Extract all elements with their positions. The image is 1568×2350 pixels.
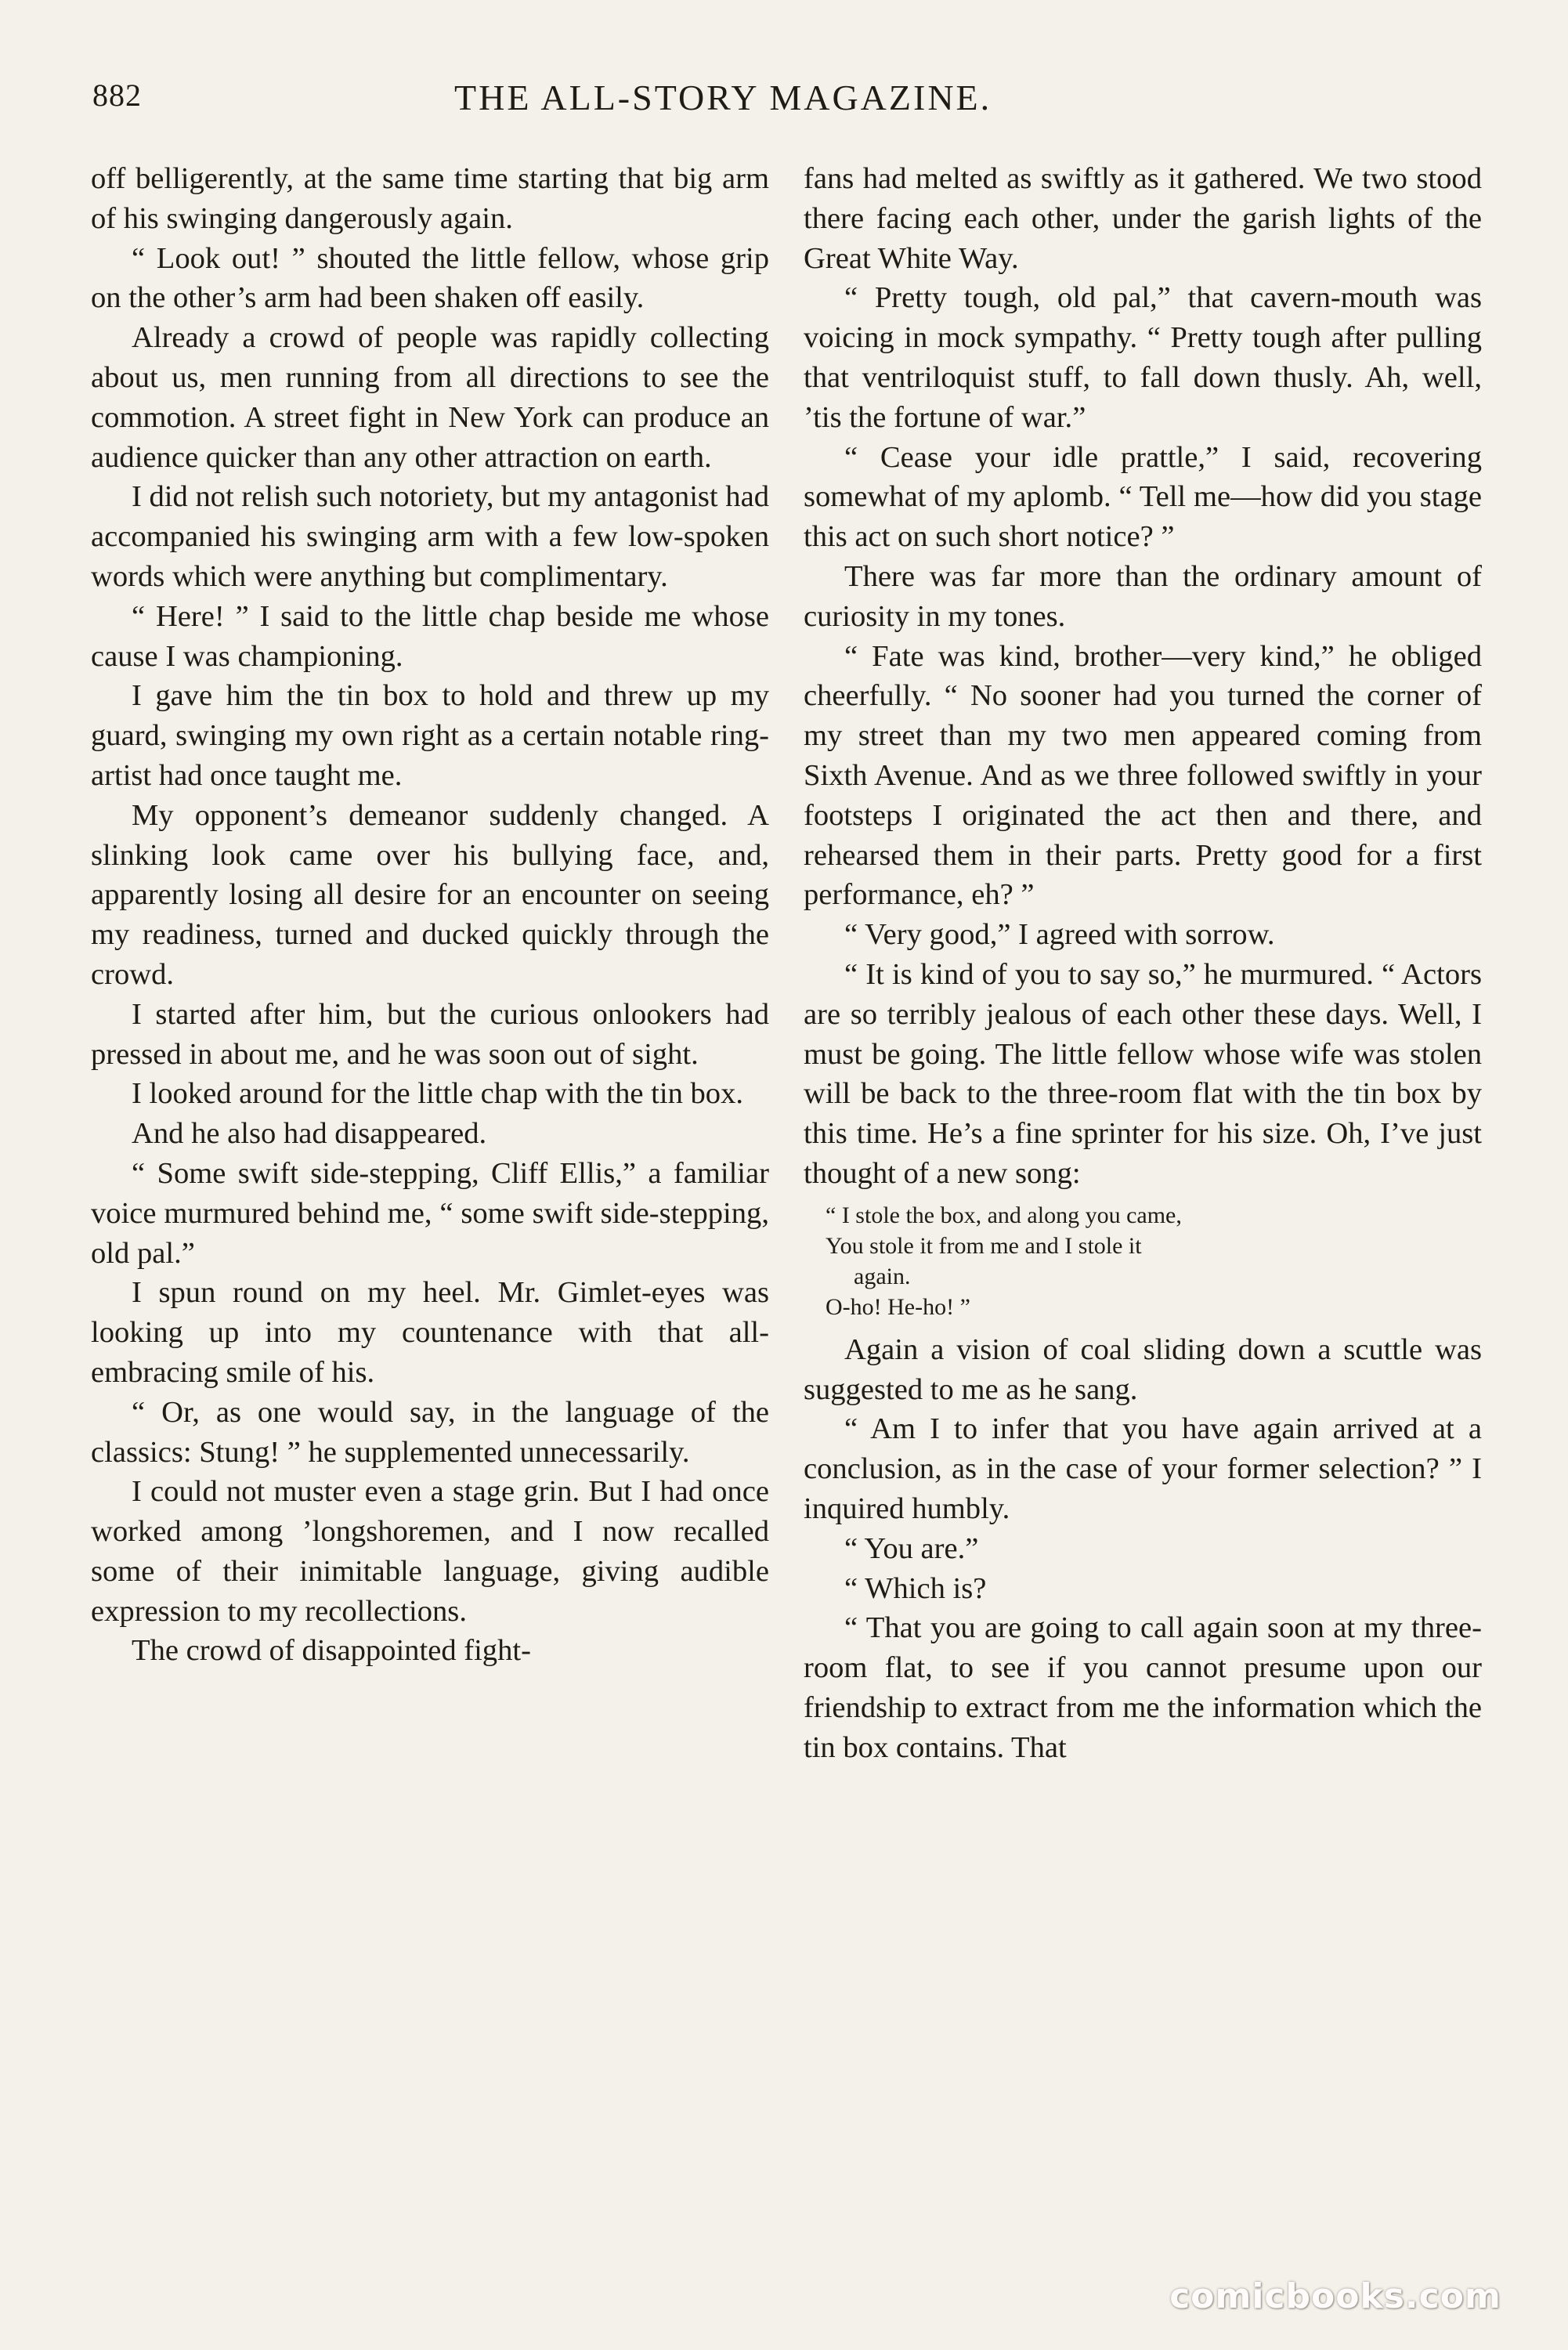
verse-line: O-ho! He-ho! ” [826, 1293, 970, 1320]
left-column [91, 159, 769, 1671]
paragraph: fans had melted as swiftly as it gathered. We two stood there facing each other, under the garish lights of the Great White Way. [804, 162, 1482, 275]
paragraph: My opponent’s demeanor suddenly changed. A slinking look came over his bullying face, and, apparently losing all desire for an encounter on seeing my readiness, turned and ducked quickly through the crowd. [91, 798, 769, 991]
paragraph: Already a crowd of people was rapidly collecting about us, men running from all directions to see the commotion. A street fight in New York can produce an audience quicker than any other attraction on earth. [91, 321, 769, 474]
magazine-title: THE ALL-STORY MAGAZINE. [454, 78, 992, 118]
paragraph: “ You are.” [844, 1531, 979, 1565]
song-verse [826, 1200, 1482, 1322]
paragraph: I did not relish such notoriety, but my antagonist had accompanied his swinging arm with a few low-spoken words which were anything but complimentary. [91, 480, 769, 593]
paragraph: “ It is kind of you to say so,” he murmured. “ Actors are so terribly jealous of each other these days. Well, I must be going. The little fellow whose wife was stolen will be back to the three-room flat with the tin box by this time. He’s a fine sprinter for his size. Oh, I’ve just thought of a new song: [804, 957, 1482, 1190]
watermark-logo: comicbooks.com [1169, 2276, 1501, 2316]
right-column-lower [804, 1330, 1482, 1768]
paragraph: off belligerently, at the same time starting that big arm of his swinging dangerously again. [91, 162, 769, 235]
paragraph: “ Some swift side-stepping, Cliff Ellis,” a familiar voice murmured behind me, “ some swift side-stepping, old pal.” [91, 1156, 769, 1270]
right-column [804, 159, 1482, 1767]
verse-line: You stole it from me and I stole it [826, 1232, 1142, 1259]
verse-line: again. [854, 1263, 911, 1289]
paragraph: “ Very good,” I agreed with sorrow. [844, 918, 1275, 952]
paragraph: “ Cease your idle prattle,” I said, recovering somewhat of my aplomb. “ Tell me—how did you stage this act on such short notice? ” [804, 440, 1482, 554]
paragraph: I looked around for the little chap with the tin box. [132, 1077, 744, 1111]
paragraph: “ Here! ” I said to the little chap beside me whose cause I was championing. [91, 599, 769, 673]
paragraph: I spun round on my heel. Mr. Gimlet-eyes was looking up into my countenance with that all-embracing smile of his. [91, 1276, 769, 1389]
paragraph: The crowd of disappointed fight- [132, 1634, 531, 1668]
paragraph: “ That you are going to call again soon at my three-room flat, to see if you cannot presume upon our friendship to extract from me the information which the tin box contains. That [804, 1611, 1482, 1764]
paragraph: I could not muster even a stage grin. But I had once worked among ’longshoremen, and I now recalled some of their inimitable language, giving audible expression to my recollections. [91, 1475, 769, 1628]
paragraph: “ Fate was kind, brother—very kind,” he obliged cheerfully. “ No sooner had you turned the corner of my street than my two men appeared coming from Sixth Avenue. And as we three followed swiftly in your footsteps I originated the act then and there, and rehearsed them in their parts. Pretty good for a first performance, eh? ” [804, 639, 1482, 912]
paragraph: Again a vision of coal sliding down a scuttle was suggested to me as he sang. [804, 1332, 1482, 1406]
paragraph: “ Am I to infer that you have again arrived at a conclusion, as in the case of your former selection? ” I inquired humbly. [804, 1412, 1482, 1525]
paragraph: “ Which is? [844, 1571, 987, 1605]
paragraph: I gave him the tin box to hold and threw up my guard, swinging my own right as a certain notable ring-artist had once taught me. [91, 679, 769, 792]
paragraph: “ Or, as one would say, in the language of the classics: Stung! ” he supplemented unnecessarily. [91, 1395, 769, 1469]
running-header [0, 77, 1568, 132]
paragraph: “ Pretty tough, old pal,” that cavern-mouth was voicing in mock sympathy. “ Pretty tough after pulling that ventriloquist stuff, to fall down thusly. Ah, well, ’tis the fortune of war.” [804, 281, 1482, 434]
verse-line: “ I stole the box, and along you came, [826, 1202, 1182, 1228]
page-number: 882 [92, 78, 142, 113]
right-column-upper [804, 159, 1482, 1194]
paragraph: “ Look out! ” shouted the little fellow, whose grip on the other’s arm had been shaken off easily. [91, 241, 769, 315]
paragraph: And he also had disappeared. [132, 1117, 487, 1151]
paragraph: I started after him, but the curious onlookers had pressed in about me, and he was soon out of sight. [91, 997, 769, 1071]
paragraph: There was far more than the ordinary amount of curiosity in my tones. [804, 559, 1482, 633]
